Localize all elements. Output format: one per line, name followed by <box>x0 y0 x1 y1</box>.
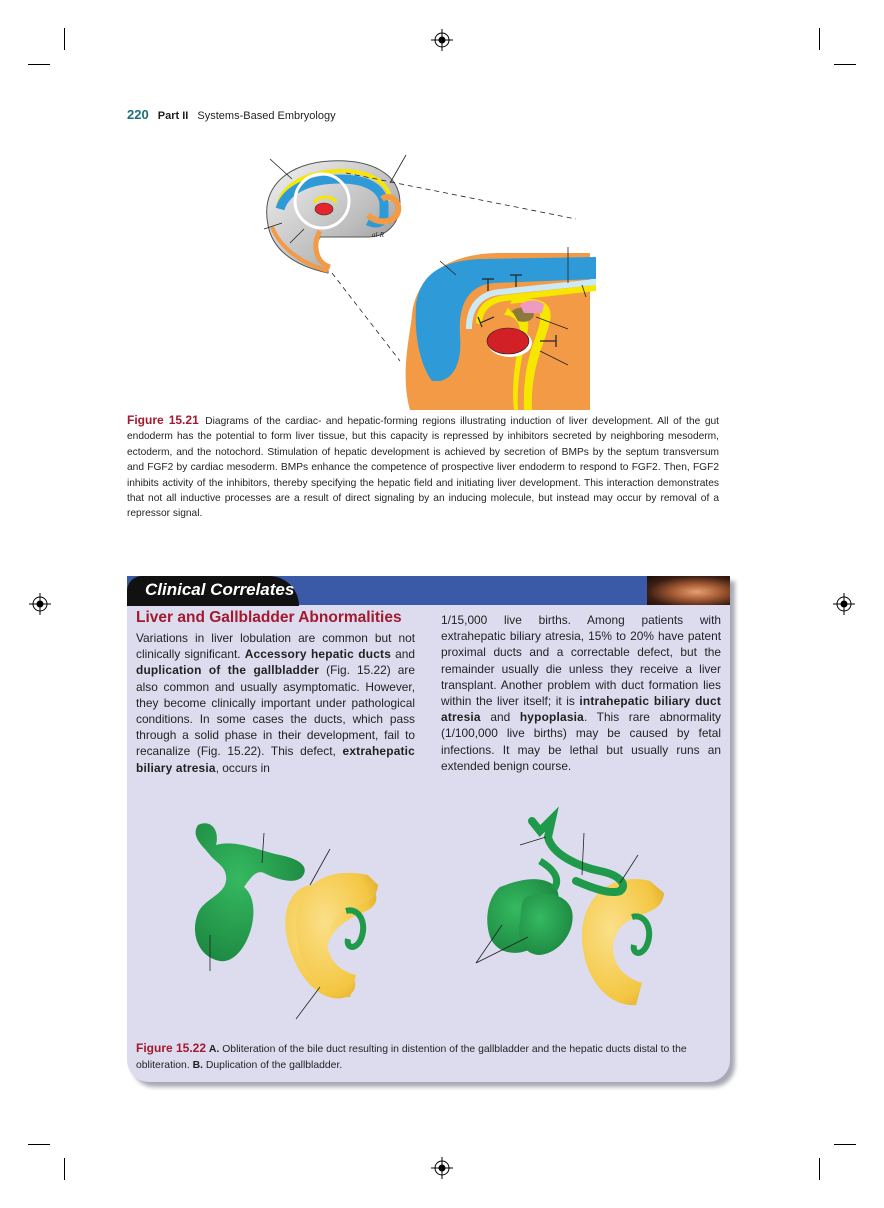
figure-15-21-caption-text: Diagrams of the cardiac- and hepatic-forming regions illustrating induction of liver development. All of the gut endoderm has the potential to form liver tissue, but this capacity is repressed by inhibitors secreted by neighboring mesoderm, ectoderm, and the notochord. Stimulation of hepatic development is achieved by secretion of BMPs by the septum transversum and FGF2 by cardiac mesoderm. BMPs enhance the competence of prospective liver endoderm to respond to FGF2. Then, FGF2 inhibits activity of the inhibitors, thereby specifying the hepatic field and initiating liver development. This interaction demonstrates that not all inductive processes are a result of direct signaling by an inducing molecule, but instead may occur by removal of a repressor signal. <box>127 416 720 520</box>
left-text-2: and <box>391 647 415 662</box>
term-hypoplasia: hypoplasia <box>519 710 584 725</box>
figure-15-22-text-a: Obliteration of the bile duct resulting in distention of the gallbladder and the hepatic ducts distal to the obliteration. <box>136 1044 687 1071</box>
registration-mark-left <box>29 593 51 615</box>
section-heading: Liver and Gallbladder Abnormalities <box>136 609 402 626</box>
registration-mark-right <box>833 593 855 615</box>
zoom-line-bottom <box>332 273 400 361</box>
figure-a-obliterated-bile-duct <box>195 823 378 1019</box>
embryo-overview <box>264 155 406 273</box>
figure-15-22-text-b: Duplication of the gallbladder. <box>203 1059 343 1071</box>
crop-mark-top-left-v <box>64 28 65 50</box>
right-text-1: 1/15,000 live births. Among patients with extrahepatic biliary atresia, 15% to 20% have patent proximal ducts and a correctable defect, but the remainder usually die unless they receive a liver transplant. Another problem with duct formation lies within the liver itself; it is <box>441 613 721 709</box>
term-extrahepatic-biliary-atresia: extrahepatic biliary atresia <box>136 744 415 775</box>
left-column-text <box>136 630 415 776</box>
clinical-correlates-title: Clinical Correlates <box>145 580 295 599</box>
registration-mark-top <box>431 29 453 51</box>
left-text-3: (Fig. 15.22) are also common and usually asymptomatic. However, they become clinically important under pathological conditions. In some cases the ducts, which pass through a solid phase in their development, fail to recanalize (Fig. 15.22). This defect, <box>136 663 415 759</box>
figure-15-21-label: Figure 15.21 <box>127 413 199 427</box>
artist-signature: al-R <box>372 231 385 239</box>
crop-mark-bottom-right-v <box>819 1158 820 1180</box>
right-text-2: and <box>480 710 520 725</box>
crop-mark-bottom-left-h <box>28 1144 50 1145</box>
part-label: Part II <box>157 110 189 122</box>
crop-mark-bottom-left-v <box>64 1158 65 1180</box>
crop-mark-top-right-v <box>819 28 820 50</box>
crop-mark-top-right-h <box>834 64 856 65</box>
crop-mark-bottom-right-h <box>834 1144 856 1145</box>
book-title: Systems-Based Embryology <box>197 110 336 122</box>
figure-15-22-caption <box>136 1041 718 1073</box>
right-column-text <box>441 612 721 774</box>
registration-mark-bottom <box>431 1157 453 1179</box>
figure-15-21-caption <box>127 413 719 522</box>
figure-15-22-label: Figure 15.22 <box>136 1041 207 1055</box>
figure-15-22-part-b: B. <box>192 1059 204 1071</box>
fetus-photo-icon <box>647 576 730 605</box>
figure-15-22-illustration <box>180 815 700 1025</box>
crop-mark-top-left-h <box>28 64 50 65</box>
term-duplication-gallbladder: duplication of the gallbladder <box>136 663 320 678</box>
left-text-4: , occurs in <box>215 760 270 775</box>
running-header <box>127 107 336 122</box>
figure-15-22-part-a: A. <box>208 1044 220 1055</box>
hepatic-region-enlarged <box>406 247 596 410</box>
right-text-3: . This rare abnormality (1/100,000 live births) may be caused by fetal infections. It may be lethal but usually runs an extended benign course. <box>441 710 721 773</box>
page-number: 220 <box>127 107 149 122</box>
left-text-1: Variations in liver lobulation are common but not clinically significant. <box>136 631 415 662</box>
figure-15-21-illustration <box>250 145 600 410</box>
term-intrahepatic-biliary-duct-atresia: intrahepatic biliary duct atresia <box>441 694 721 725</box>
term-accessory-hepatic-ducts: Accessory hepatic ducts <box>244 647 392 662</box>
figure-b-duplicated-gallbladder <box>476 819 664 1005</box>
